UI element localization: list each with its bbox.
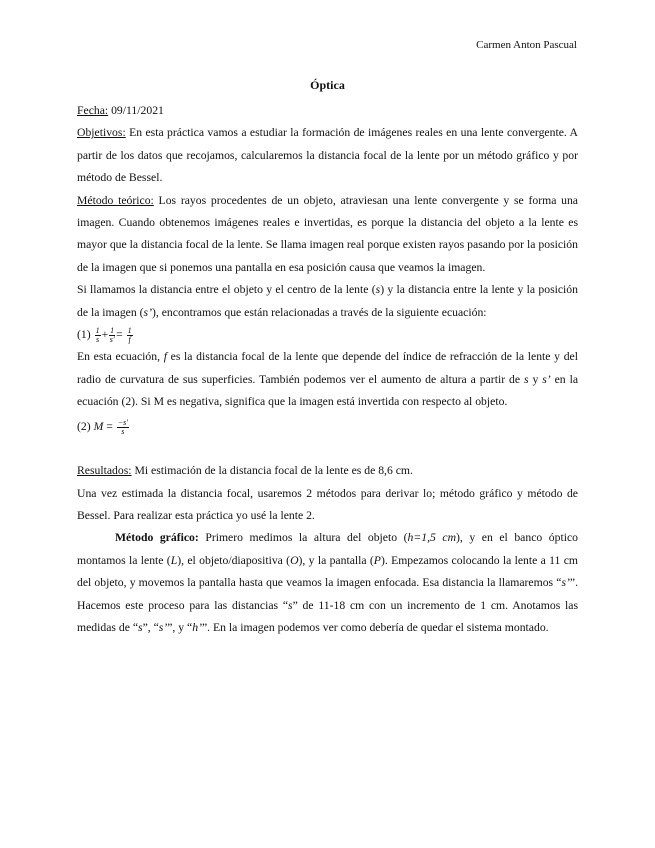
- equation-2: (2) M = $\frac{-s'}{s}$: [77, 417, 128, 436]
- fecha-value: 09/11/2021: [108, 104, 164, 117]
- metodo-grafico-paragraph: Método gráfico: Primero medimos la altura del objeto (h=1,5 cm), y en el banco óptico montamos la lente (L), el objeto/diapositiva (O), y la pantalla (P). Empezamos colocando la lente a 11 cm del objeto, y movemos la pantalla hasta que veamos la imagen enfocada. Esa distancia la llamaremos “s’”. Hacemos este proceso para las distancias “s” de 11-18 cm con un incremento de 1 cm. Anotamos las medidas de “s”, “s’”, y “h’”. En la imagen podemos ver como debería de quedar el sistema montado.: [77, 531, 579, 634]
- equation-1: (1) $\frac{1}{s}$ + $\frac{1}{s'}$ = $\frac{1}{f}$: [77, 325, 132, 344]
- ecuacion-paragraph: En esta ecuación, f es la distancia focal de la lente que depende del índice de refracción de la lente y del radio de curvatura de sus superficies. También podemos ver el aumento de altura a partir de s y s’ en la ecuación (2). Si M es negativa, significa que la imagen está invertida con respecto al objeto.: [77, 350, 579, 409]
- document-body: [77, 100, 578, 639]
- page-title: Óptica: [310, 78, 345, 92]
- distancias-paragraph: Si llamamos la distancia entre el objeto y el centro de la lente (s) y la distancia entre la lente y la posición de la imagen (s’), encontramos que están relacionadas a través de la siguiente ecuación:: [77, 283, 578, 319]
- fecha-label: Fecha:: [77, 104, 109, 117]
- resultados-paragraph: Resultados: Mi estimación de la distancia focal de la lente es de 8,6 cm.: [77, 464, 413, 478]
- metodo-teorico-paragraph: Método teórico: Los rayos procedentes de un objeto, atraviesan una lente convergente y se forma una imagen. Cuando obtenemos imágenes reales e invertidas, es porque la distancia del objeto a la lente es mayor que la distancia focal de la lente. Se llama imagen real porque existen rayos pasando por la posición de la imagen que si ponemos una pantalla en esa posición causa que veamos la imagen.: [77, 193, 578, 274]
- objetivos-label: Objetivos:: [77, 126, 126, 140]
- metodo-grafico-label: Método gráfico:: [115, 531, 199, 545]
- metodos-paragraph: Una vez estimada la distancia focal, usaremos 2 métodos para derivar lo; método gráfico y método de Bessel. Para realizar esta práctica yo usé la lente 2.: [77, 486, 578, 522]
- fecha-line: [77, 100, 578, 122]
- author-name: Carmen Anton Pascual: [476, 39, 577, 51]
- resultados-label: Resultados:: [77, 464, 132, 478]
- metodo-teorico-label: Método teórico:: [77, 193, 154, 207]
- objetivos-paragraph: Objetivos: En esta práctica vamos a estudiar la formación de imágenes reales en una lente convergente. A partir de los datos que recojamos, calcularemos la distancia focal de la lente por un método gráfico y por método de Bessel.: [77, 126, 578, 185]
